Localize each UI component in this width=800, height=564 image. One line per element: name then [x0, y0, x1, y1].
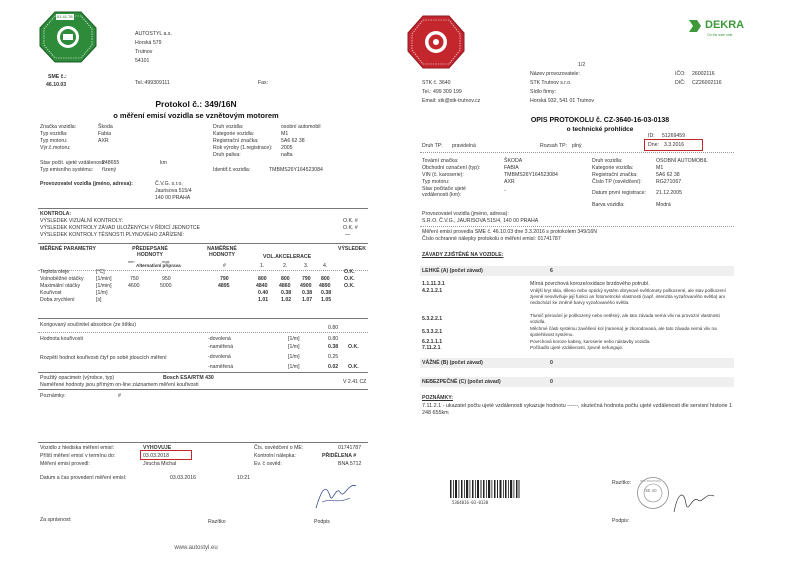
- operator-label: Provozovatel vozidla (jméno, adresa):: [40, 181, 133, 187]
- notes-title: POZNÁMKY:: [422, 395, 454, 401]
- barcode-icon: [450, 480, 520, 498]
- measurement-table: MĚŘENÉ PARAMETRY PŘEDEPSANÉ HODNOTY NAMĚŘENÉ HODNOTY VÝSLEDEK min max Alternativní příprava # VOL.AKCELERACE 1. 2. 3. 4.: [40, 246, 366, 269]
- stamp-ring-text: STK TRUTNOV: [640, 479, 662, 483]
- inspection-operator-value: S.R.O. Č.V.G., JAURISOVA 515/4, 140 00 PRAHA: [422, 218, 539, 224]
- korig-label: Korigovaný součinitel absorbce (ze štítku): [40, 322, 137, 328]
- danger-defects-label: NEBEZPEČNÉ (C) (počet závad): [422, 379, 501, 385]
- notes-value: #: [118, 393, 121, 399]
- sticker-value: PŘIDĚLENA #: [322, 453, 357, 459]
- barcode-text: 5364016-03-0138: [452, 500, 489, 505]
- tp-scope-value: plný: [572, 143, 582, 149]
- emission-protocol-page: 01.41.78 AUTOSTYL a.s. Horská 579 Trutnov 54101 SME č.: 46.10.03 Tel.:499309111 Fax: Protokol č.: 349/16N o měření emisí vozidla se vznětovým motorem Značka vozidla: Škoda Typ vozidla: Fabia Typ motoru: AXR Výr.č.motoru: Stav počit. ujeté vzdálenosti: 248655 km Typ emisního systému: řízený Druh vozidla: osobní automobil Kategorie vozidla: M1 Registrační značka: 5A6 62 38 Rok výroby (1.registrace): 2005 Druh paliva: nafta Identif.č.vozidla: TMBMS26Y164523084 Provozovatel vozidla (jméno, adresa): Č.V.G. s.r.o. Jaurisova 515/4 140 00 PRAHA KONTROLA: VÝSLEDEK VIZUÁLNÍ KONTROLY: O.K. # VÝSLEDEK KONTROLY ZÁVAD ULOŽENÝCH V ŘÍDICÍ JEDNOTCE O.K. # VÝSLEDEK KONTROLY TĚSNOSTI PLYNOVÉHO ZAŘÍZENÍ: — MĚŘENÉ PARAMETRY PŘEDEPSANÉ HODNOTY NAMĚŘENÉ HODNOTY VÝSLEDEK min max Alternativní příprava # VOL.AKCELERACE 1. 2. 3. 4. Teplota oleje [°C] O.K. Volnoběžné otáčky [1/min] 750 950 790 800 800 790 800 O.K. Maximální otáčky [1/min] 4600 5000 4895 4840 4860 4900 4890 O.K. Kouřivost [1/m] 0.40 0.38 0.38 0.38 Doba zrychlení [s] 1.01 1.02 1.07 1.05 Korigovaný součinitel absorbce (ze štítku) 0.80 Hodnota kouřivosti -dovolená [1/m] 0.80 -naměřená [1/m] 0.38 O.K. Rozpětí hodnot kouřivosti čtyř po sobě jdoucích měření -dovolená [1/m] 0.25 -naměřená [1/m] 0.02 O.K. Použitý opacimetr (výrobce, typ) Bosch ESA/RTM 430 V 2.41 CZ Naměřené hodnoty jsou přímým on-line záznamem měření kouřivosti Poznámky: # Vozidlo z hlediska měření emisí: VYHOVUJE Příští měření emisí v termínu do: 03.03.2018 Měření emisí provedl: Jirucha Michal Čís. osvědčení o ME: 01741787 Kontrolní nálepka: PŘIDĚLENA # Ev. č osvěd: BNA 5712 Datum a čas provedení měření emisí: 03.03.2016 10:21 Za správnost: Razítko Podpis www.autostyl.eu: [0, 0, 392, 564]
- light-defects-count: 6: [550, 268, 553, 274]
- stk-logo-icon: [406, 14, 466, 70]
- serious-defects-label: VÁŽNÉ (B) (počet závad): [422, 360, 483, 366]
- stk-number: STK č. 3640: [422, 80, 451, 86]
- control-ecu-result: O.K. #: [343, 225, 358, 231]
- company-zip: 54101: [135, 58, 150, 64]
- signature-label: Za správnost:: [40, 517, 72, 523]
- notes-label: Poznámky:: [40, 393, 66, 399]
- sticker-label: Kontrolní nálepka:: [254, 453, 296, 459]
- op-label: Název provozovatele:: [530, 71, 580, 77]
- defects-title: ZÁVADY ZJIŠTĚNÉ NA VOZIDLE:: [422, 252, 504, 258]
- analyzer-label: Použitý opacimetr (výrobce, typ): [40, 375, 115, 381]
- inspection-protocol-page: DEKRA On the safe side. 1/2 STK č. 3640 Tel.: 499 309 199 Email: stk@stk-trutnov.cz Název provozovatele: STK Trutnov s.r.o. Sídlo firmy: Horská 932, 541 01 Trutnov IČO: 26002116 DIČ: CZ26002116 OPIS PROTOKOLU č. CZ-3640-16-03-0138 o technické prohlídce ID: 51269459 Dne: 3.3.2016 Druh TP: pravidelná Rozsah TP: plný Tovární značka: ŠKODA Obchodní označení (typ): FABIA VIN (č. karoserie): TMBMS26Y164523084 Typ motoru: AXR Stav počitače ujeté vzdálenosti (km): - Druh vozidla: OSOBNÍ AUTOMOBIL Kategorie vozidla: M1 Registrační značka: 5A6 62 38 Číslo TP (osvědčení): RG271067 Datum první registrace: 21.12.2005 Barva vozidla: Modrá Provozovatel vozidla (jméno, adresa): S.R.O. Č.V.G., JAURISOVA 515/4, 140 00 PRAHA Měření emisí provedla SME č. 46.10.03 dne 3.3.2016 s protokolem 349/16N Číslo ochranné nálepky protokolu o měření emisí: 01741787 ZÁVADY ZJIŠTĚNÉ NA VOZIDLE: LEHKÉ (A) (počet závad) 6 1.1.11.3.1 Mírná povrchová koroze/oxidace brzdového potrubí. 4.2.1.2.1 Vnější kryt skla, těleso nebo optický systém obrysové světlomety poškozené, ale stav poškození zjevně neovlivňuje její funkci an fotometrické vlastnosti (např. intenzita vyzařovaného světla) ani nedochází ke změně barvy vyzařovaného světla. 5.3.2.2.1 Tlumič pérování je poškozený nebo netěsný, ale tato závada nemá vliv na provozní vlastnosti vozidla. 5.3.3.2.1 Měchmé části systému zavěšení kol (ramena) je zkorodovaná, ale tato závada nemá vliv na spolehlivost systému. 6.2.1.1.1 Povrchová koroze kabiny, karoserie nebo nástavby vozidla. 7.11.2.1 Počítadlo ujeté vzdálenosti, zjevně nefunguje. VÁŽNÉ (B) (počet závad) 0 NEBEZPEČNÉ (C) (počet závad) 0 POZNÁMKY: 7.11.2.1 - ukazatel počtu ujeté vzdálenosti vykazuje hodnotu ------, skutečná hodnota počtu ujeté vzdálenosti dle servisní historie 1 248 655km 5364016-03-0138 Razítko: Podpis: 36 40 STK TRUTNOV: [400, 0, 800, 564]
- defect-text: Mírná povrchová koroze/oxidace brzdového potrubí.: [530, 281, 650, 287]
- next-date-highlight: [140, 450, 192, 460]
- company-city: Trutnov: [135, 49, 153, 55]
- calc-note: Naměřené hodnoty jsou přímým on-line záznamem měření kouřivosti: [40, 382, 199, 388]
- razitko-label: Razítko: [208, 519, 226, 525]
- next-label: Příští měření emisí v termínu do:: [40, 453, 116, 459]
- result-label: Vozidlo z hlediska měření emisí:: [40, 445, 115, 451]
- inspection-signature-icon: [670, 486, 720, 520]
- dekra-logo-icon: [687, 18, 703, 34]
- control-gas: VÝSLEDEK KONTROLY TĚSNOSTI PLYNOVÉHO ZAŘÍZENÍ:: [40, 232, 185, 238]
- inspection-operator-label: Provozovatel vozidla (jméno, adresa):: [422, 211, 509, 217]
- control-visual-result: O.K. #: [343, 218, 358, 224]
- stamp-number: 36 40: [645, 488, 657, 493]
- tel: Tel.:499309111: [135, 80, 170, 86]
- operator-name: Č.V.G. s.r.o.: [155, 181, 183, 187]
- seat-label: Sídlo firmy:: [530, 89, 556, 95]
- company-street: Horská 579: [135, 40, 162, 46]
- stamp-label: Razítko:: [612, 480, 632, 486]
- sme-number: 46.10.03: [46, 82, 67, 88]
- operator-city: 140 00 PRAHA: [155, 195, 191, 201]
- stk-email: Email: stk@stk-trutnov.cz: [422, 98, 481, 104]
- ico-value: 26002116: [692, 71, 715, 77]
- time-value: 10:21: [237, 475, 250, 481]
- tp-kind-value: pravidelná: [452, 143, 476, 149]
- defect-code: 1.1.11.3.1: [422, 281, 445, 287]
- op-value: STK Trutnov s.r.o.: [530, 80, 572, 86]
- serious-defects-count: 0: [550, 360, 553, 366]
- ico-label: IČO:: [675, 71, 686, 77]
- cert-label: Čís. osvědčení o ME:: [254, 445, 304, 451]
- dic-value: CZ26002116: [692, 80, 722, 86]
- protocol-subtitle: o měření emisí vozidla se vznětovým motorem: [113, 111, 279, 120]
- dic-label: DIČ:: [675, 80, 686, 86]
- podpis-label: Podpis: [314, 519, 330, 525]
- analyzer-value: Bosch ESA/RTM 430: [163, 375, 214, 381]
- dekra-tagline: On the safe side.: [707, 33, 734, 37]
- analyzer-version: V 2.41 CZ: [343, 379, 367, 385]
- seat-value: Horská 932, 541 01 Trutnov: [530, 98, 595, 104]
- stk-tel: Tel.: 499 309 199: [422, 89, 462, 95]
- light-defects-label: LEHKÉ (A) (počet závad): [422, 268, 483, 274]
- control-ecu: VÝSLEDEK KONTROLY ZÁVAD ULOŽENÝCH V ŘÍDICÍ JEDNOTCE: [40, 225, 200, 231]
- notes-text: 7.11.2.1 - ukazatel počtu ujeté vzdálenosti vykazuje hodnotu ------, skutečná hodnota počtu ujeté vzdálenosti dle servisní historie 1 248 655km: [422, 403, 733, 416]
- control-title: KONTROLA:: [40, 211, 72, 217]
- performed-value: Jirucha Michal: [143, 461, 177, 467]
- result-value: VYHOVUJE: [143, 445, 172, 451]
- tp-kind-label: Druh TP:: [422, 143, 443, 149]
- id-value: 51269459: [662, 133, 686, 139]
- signature-icon: [312, 478, 360, 514]
- date-label: Dne:: [648, 142, 659, 148]
- sme-line: Měření emisí provedla SME č. 46.10.03 dne 3.3.2016 s protokolem 349/16N: [422, 229, 598, 235]
- operator-street: Jaurisova 515/4: [155, 188, 192, 194]
- date-label: Datum a čas provedení měření emisí:: [40, 475, 127, 481]
- date-value: 03.03.2016: [170, 475, 196, 481]
- tech-label: Ev. č osvěd:: [254, 461, 282, 467]
- id-label: ID:: [648, 133, 655, 139]
- footer-url: www.autostyl.eu: [174, 545, 218, 551]
- logo-code: 01.41.78: [57, 14, 73, 19]
- sme-label: SME č.:: [48, 74, 67, 80]
- protocol-title: Protokol č.: 349/16N: [155, 99, 237, 109]
- korig-value: 0.80: [328, 325, 339, 331]
- next-date: 03.03.2018: [143, 453, 169, 459]
- date-value: 3.3.2016: [664, 142, 685, 148]
- cert-value: 01741787: [338, 445, 362, 451]
- row-name: Teplota oleje: [40, 269, 70, 275]
- page-number: 1/2: [578, 62, 586, 68]
- inspection-title: OPIS PROTOKOLU č. CZ-3640-16-03-0138: [530, 117, 670, 124]
- tp-scope-label: Rozsah TP:: [540, 143, 568, 149]
- podpis-label: Podpis:: [612, 518, 630, 524]
- control-visual: VÝSLEDEK VIZUÁLNÍ KONTROLY:: [40, 218, 123, 224]
- dekra-brand: DEKRA: [705, 19, 745, 31]
- fax: Fax:: [258, 80, 269, 86]
- company-name: AUTOSTYL a.s.: [135, 31, 172, 37]
- danger-defects-count: 0: [550, 379, 553, 385]
- inspection-subtitle: o technické prohlídce: [566, 126, 634, 133]
- control-gas-result: —: [345, 232, 351, 238]
- tech-value: BNA 5712: [338, 461, 362, 467]
- sme-line-2: Číslo ochranné nálepky protokolu o měření emisí: 01741787: [422, 236, 561, 242]
- performed-label: Měření emisí provedl:: [40, 461, 90, 467]
